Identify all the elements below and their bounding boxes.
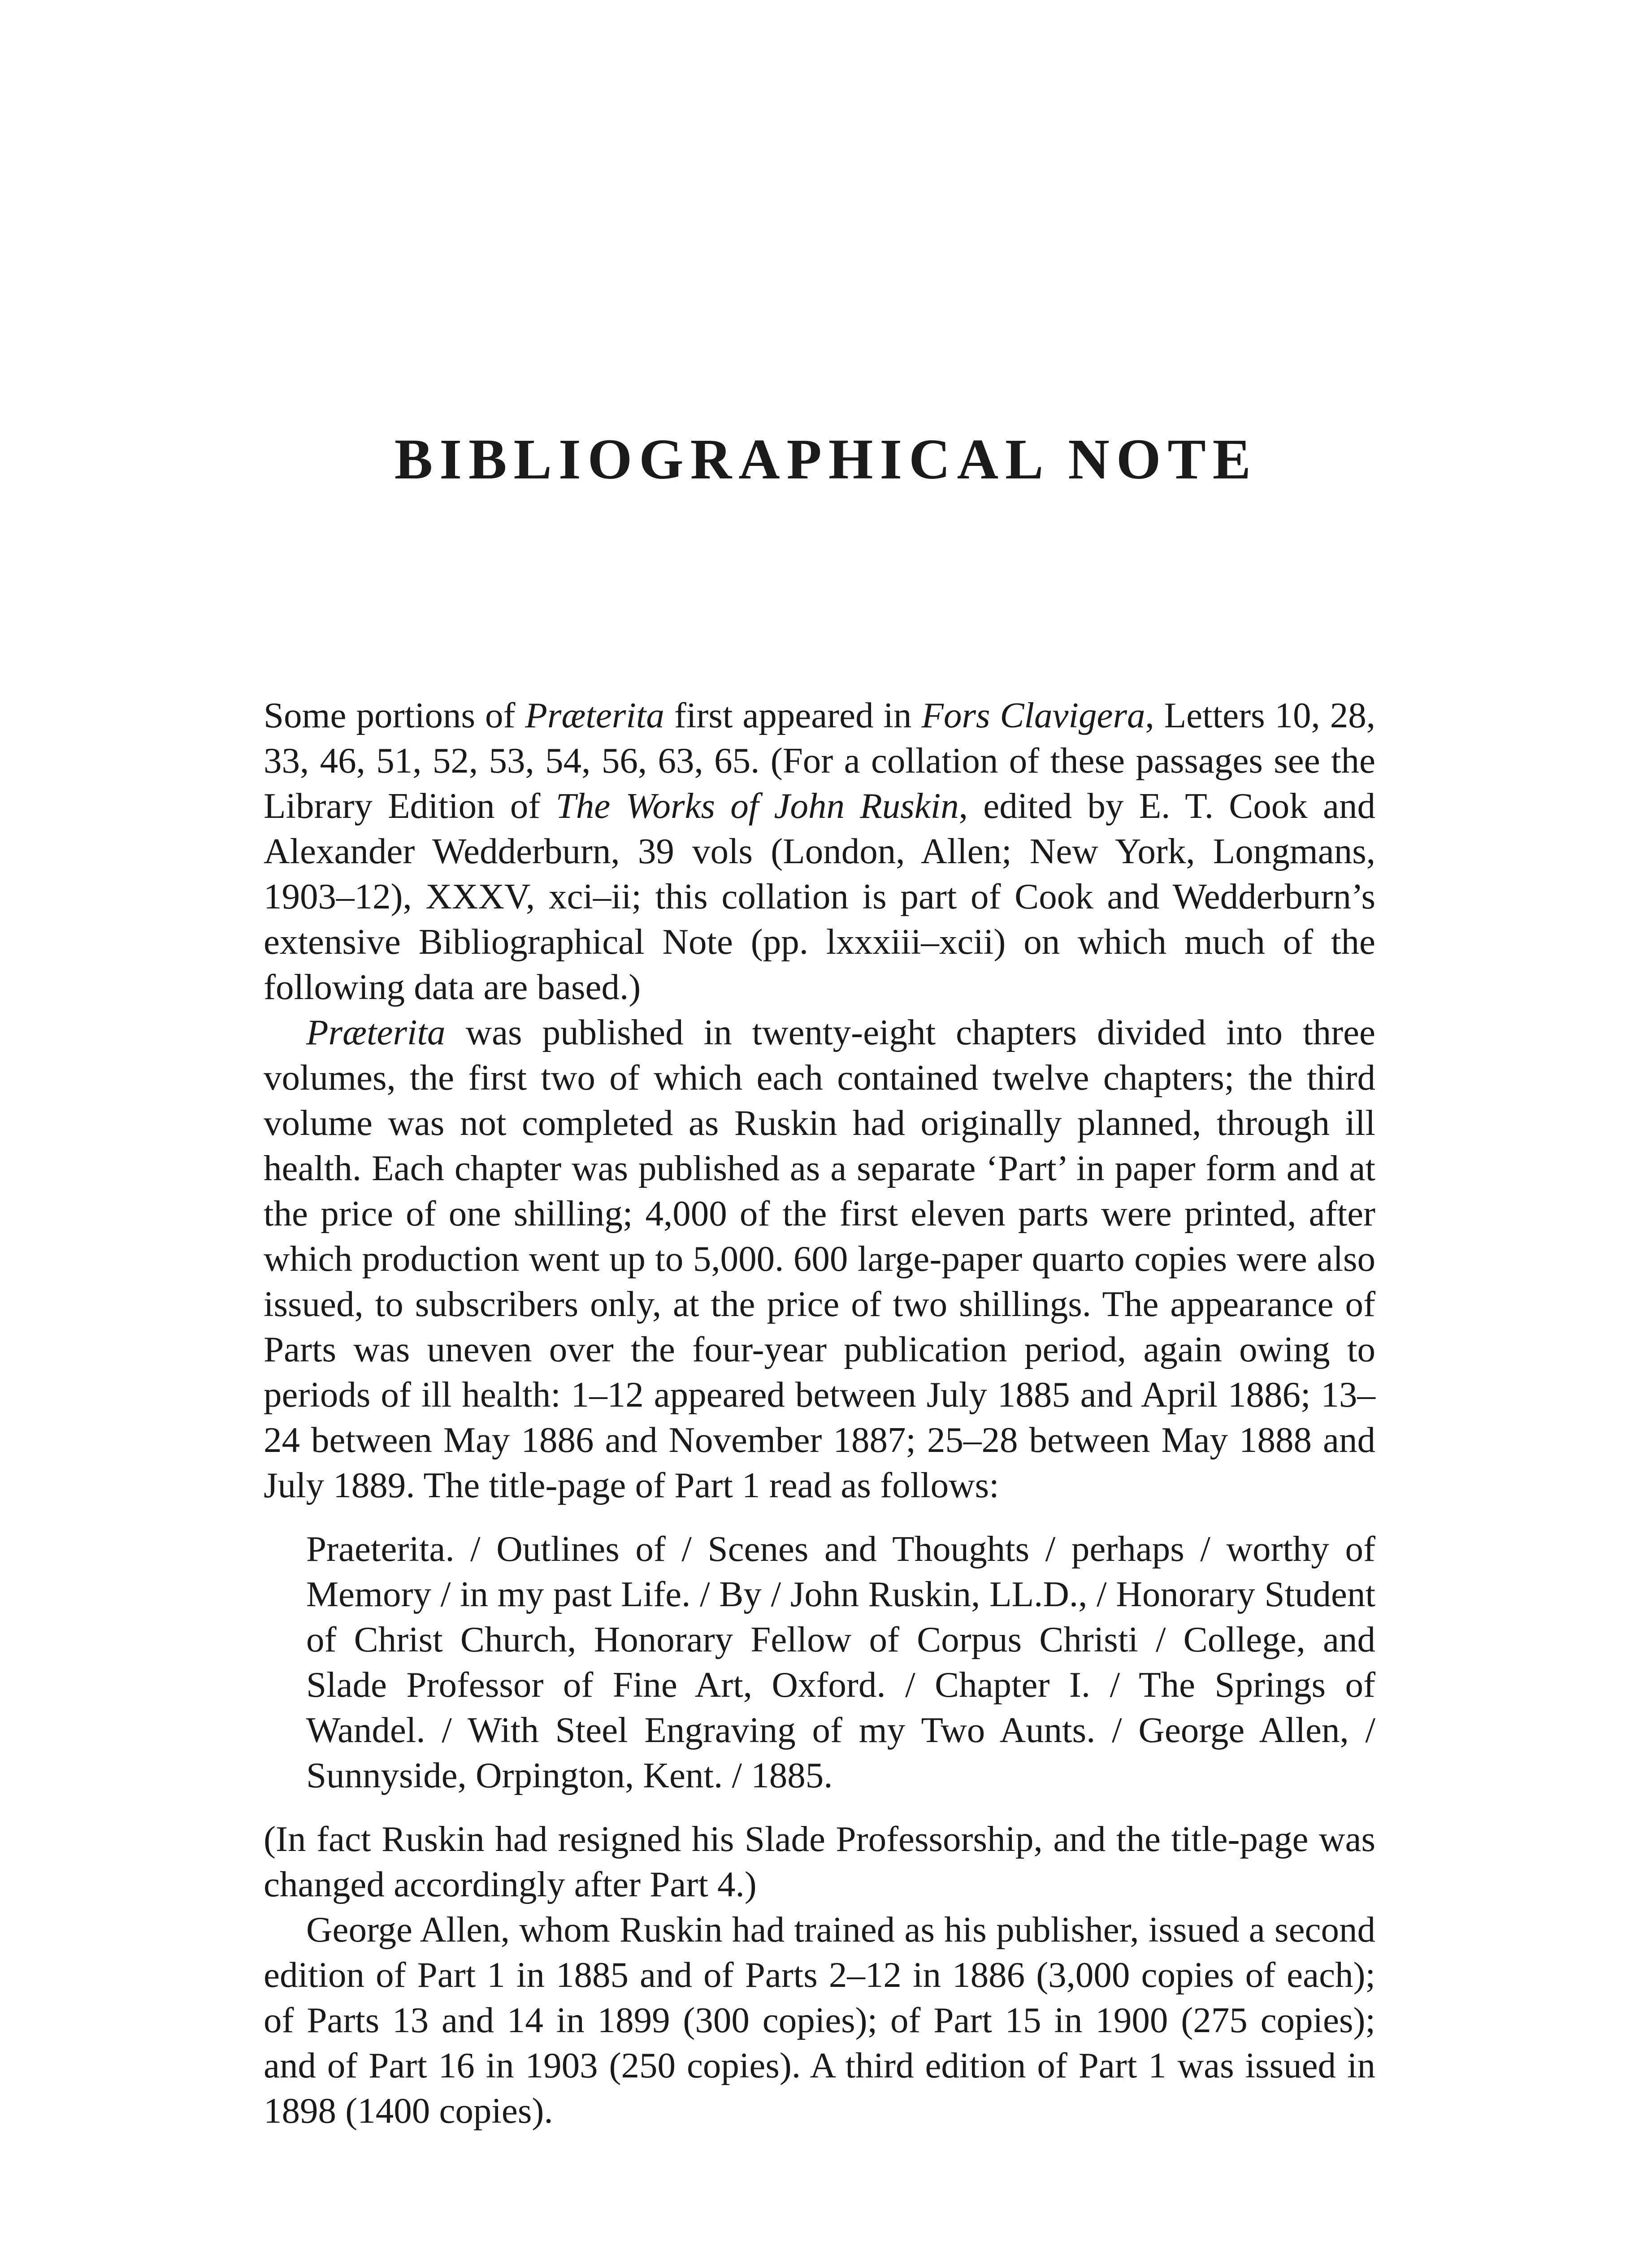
paragraph-4: George Allen, whom Ruskin had trained as his publisher, issued a second edition of Part 1 in 1885 and of Parts 2–12 in 1886 (3,000 copies of each); of Parts 13 and 14 in 1899 (300 copies); of Part 15 in 1900 (275 copies); and of Part 16 in 1903 (250 copies). A third edition of Part 1 was issued in 1898 (1400 copies). bbox=[264, 1909, 1375, 2131]
paragraph-3: (In fact Ruskin had resigned his Slade Professorship, and the title-page was changed accordingly after Part 4.) bbox=[264, 1819, 1375, 1904]
p2-text-b: was published in twenty-eight chapters divided into three volumes, the first two of which each contained twelve chapters; the third volume was not completed as Ruskin had originally planned, through ill health. Each chapter was published as a separate ‘Part’ in paper form and at the price of one shilling; 4,000 of the first eleven parts were printed, after which production went up to 5,000. 600 large-paper quarto copies were also issued, to subscribers only, at the price of two shillings. The appearance of Parts was uneven over the four-year publication period, again owing to periods of ill health: 1–12 appeared between July 1885 and April 1886; 13–24 between May 1886 and November 1887; 25–28 between May 1888 and July 1889. The title-page of Part 1 read as follows: bbox=[264, 1012, 1375, 1505]
p2-title-praeterita: Præterita bbox=[306, 1012, 446, 1052]
p1-text-c: first appeared in bbox=[664, 695, 922, 735]
p1-text-e: , Letters 10, 28, 33, 46, 51, 52, 53, 54, 56, 63, 65. (For a collation of these passages see the Library Edition of bbox=[264, 695, 1376, 826]
block-quote-title-page: Praeterita. / Outlines of / Scenes and Thoughts / perhaps / worthy of Memory / in my past Life. / By / John Ruskin, LL.D., / Honorary Student of Christ Church, Honorary Fellow of Corpus Christi / College, and Slade Professor of Fine Art, Oxford. / Chapter I. / The Springs of Wandel. / With Steel Engraving of my Two Aunts. / George Allen, / Sunnyside, Orpington, Kent. / 1885. bbox=[306, 1529, 1375, 1795]
p1-title-praeterita: Præterita bbox=[525, 695, 664, 735]
paragraph-1 bbox=[264, 693, 1375, 1010]
p1-title-fors-clavigera: Fors Clavigera bbox=[921, 695, 1145, 735]
paragraph-2 bbox=[264, 1010, 1375, 1508]
p1-text-g: , edited by E. T. Cook and Alexander Wedderburn, 39 vols (London, Allen; New York, Longmans, 1903–12), XXXV, xci–ii; this collation is part of Cook and Wedderburn’s extensive Bibliographical Note (pp. lxxxiii–xcii) on which much of the following data are based.) bbox=[264, 786, 1375, 1007]
p1-title-works-of-ruskin: The Works of John Ruskin bbox=[555, 786, 959, 826]
body-text bbox=[264, 693, 1375, 2133]
p1-text-a: Some portions of bbox=[264, 695, 525, 735]
page-title: BIBLIOGRAPHICAL NOTE bbox=[394, 427, 1258, 491]
